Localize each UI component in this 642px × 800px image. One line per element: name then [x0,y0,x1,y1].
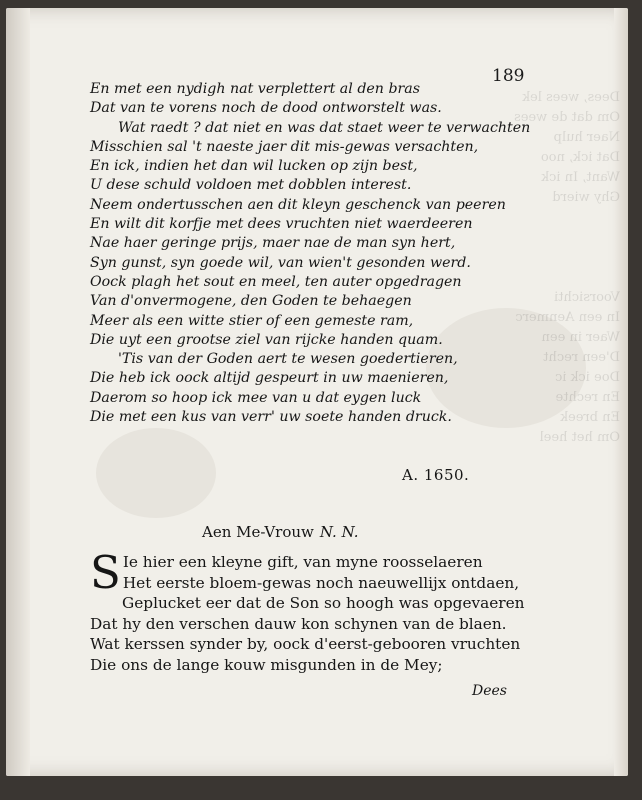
poem-stanza-roman [90,546,525,675]
poem-line: Meer als een witte stier of een gemeste ram, [90,312,414,329]
poem-line: Die ons de lange kouw misgunden in de Mey; [90,655,443,674]
poem-line: En wilt dit korfje met dees vruchten niet waerdeeren [90,216,473,233]
poem-line: Dat van te vorens noch de dood ontworstelt was. [90,100,442,117]
poem-line: En met een nydigh nat verplettert al den bras [90,81,421,97]
poem-line: Die met een kus van verr' uw soete handen druck. [90,409,452,426]
catchword: Dees [472,683,507,699]
bleed-line: Waer in een [541,330,620,345]
bleed-line: Doe ick ic [555,370,620,385]
poem-line: Misschien sal 't naeste jaer dit mis-gewas versachten, [90,138,479,155]
poem-line: Oock plagh het sout en meel, ten auter opgedragen [90,273,462,290]
poem-line: 'Tis van der Goden aert te wesen goedertieren, [118,351,458,368]
bleed-line: D'een recht [543,350,620,365]
bleed-line: Naer hulp [553,130,620,145]
page-gutter-shadow [6,8,30,776]
poem-line: Geplucket eer dat de Son so hoogh was opgevaeren [122,594,525,612]
book-page [6,8,628,776]
poem-line: Dat hy den verschen dauw kon schynen van de blaen. [90,614,507,633]
poem-line: Wat kerssen synder by, oock d'eerst-gebooren vruchten [90,635,521,653]
poem-line: Syn gunst, syn goede wil, van wien't gesonden werd. [90,254,471,271]
bleed-line: In een Aenmerc [515,310,620,325]
bleed-line: Dat ick, noo [540,150,620,165]
bleed-line: Om het heel [539,430,620,445]
bleed-line: Want, In ick [541,170,620,185]
poem-heading [202,523,359,541]
poem-line: Die uyt een grootse ziel van rijcke handen quam. [90,331,443,348]
poem-line: Van d'onvermogene, den Goden te behaegen [90,293,412,310]
bleed-line: En rechte [555,390,620,405]
poem-line: Wat raedt ? dat niet en was dat staet weer te verwachten [118,119,531,136]
poem-line: Nae haer geringe prijs, maer nae de man syn hert, [90,235,456,252]
poem-line-text: Ie hier een kleyne gift, van myne roosselaeren [122,553,483,571]
poem-line: Het eerste bloem-gewas noch naeuwellijx ontdaen, [122,573,520,592]
drop-cap: S [90,546,121,599]
poem-line: Neem ondertusschen aen dit kleyn geschenck van peeren [90,196,506,213]
poem-line: Die heb ick oock altijd gespeurt in uw maenieren, [90,370,449,387]
bleed-line: Voorsichti [554,290,620,305]
heading-name: N. N. [319,523,359,541]
page-number: 189 [492,66,525,86]
paper-stain [96,428,216,518]
bleed-line: Om dat de wees [514,110,620,125]
heading-prefix: Aen Me-Vrouw [202,523,314,541]
poem-date: A. 1650. [402,466,470,484]
bleed-line: Dees, wees lek [522,90,620,105]
bleed-line: En breek [560,410,620,425]
poem-line: En ick, indien het dan wil lucken op zijn best, [90,158,418,175]
poem-line: Daerom so hoop ick mee van u dat eygen luck [90,389,422,406]
bleed-line: Ghy wierd [552,190,620,205]
poem-stanza-italic [90,80,531,427]
poem-line: U dese schuld voldoen met dobblen interest. [90,177,412,194]
